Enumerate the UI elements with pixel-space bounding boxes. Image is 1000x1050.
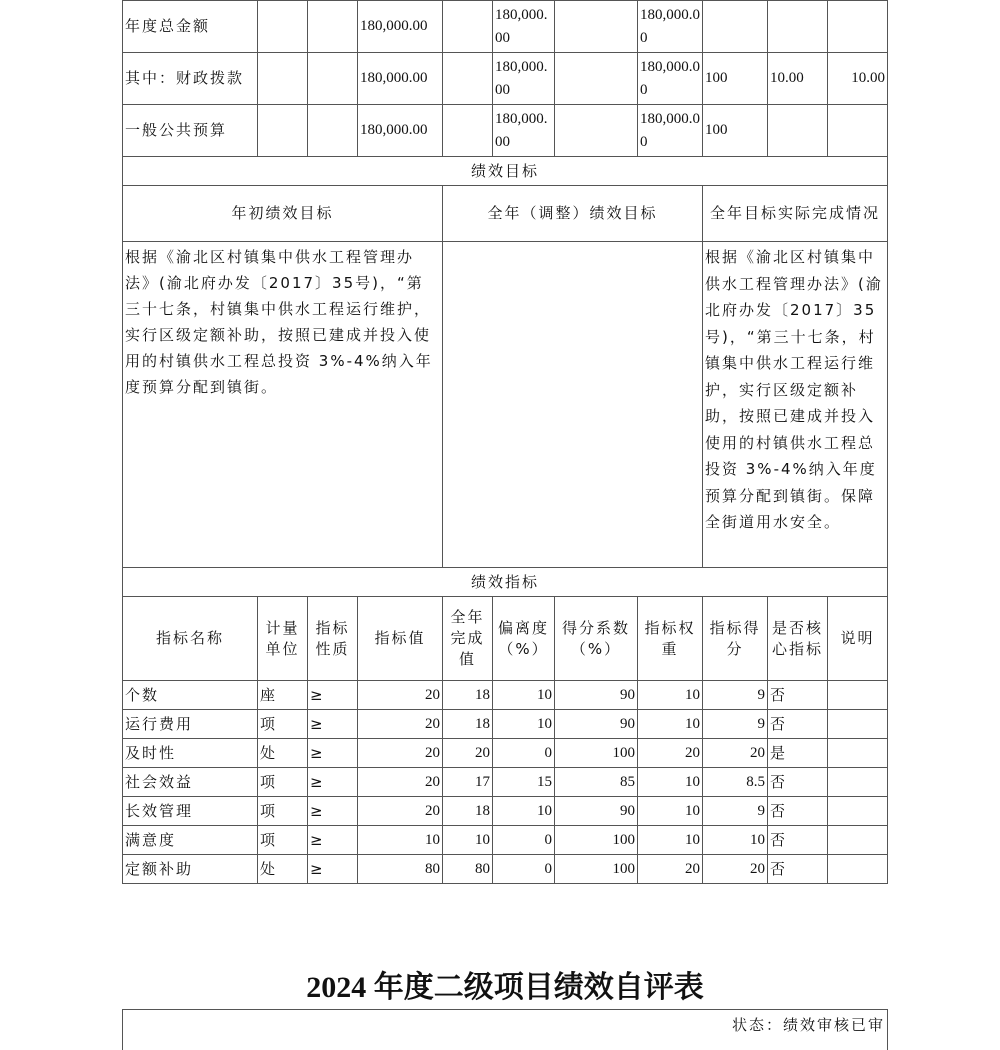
indicator-weight: 10 bbox=[638, 710, 703, 739]
funding-cell-c9 bbox=[768, 105, 828, 157]
indicator-score: 8.5 bbox=[703, 768, 768, 797]
indicator-note bbox=[828, 710, 888, 739]
funding-cell-c6 bbox=[555, 1, 638, 53]
next-form-title: 2024 年度二级项目绩效自评表 bbox=[306, 971, 704, 1004]
funding-label: 一般公共预算 bbox=[123, 105, 258, 157]
indicator-name: 长效管理 bbox=[123, 797, 258, 826]
indicator-actual: 18 bbox=[443, 681, 493, 710]
indicator-score: 20 bbox=[703, 739, 768, 768]
funding-cell-c10 bbox=[828, 1, 888, 53]
indicator-name: 社会效益 bbox=[123, 768, 258, 797]
indicator-core: 否 bbox=[768, 768, 828, 797]
funding-cell-c5: 180,000.00 bbox=[493, 105, 555, 157]
indicator-name: 个数 bbox=[123, 681, 258, 710]
funding-row bbox=[123, 53, 888, 105]
indicators-section-title: 绩效指标 bbox=[123, 568, 888, 597]
indicator-row bbox=[123, 768, 888, 797]
indicator-row bbox=[123, 681, 888, 710]
indicator-header-6: 得分系数（%） bbox=[555, 597, 638, 681]
initial-goal-header: 年初绩效目标 bbox=[123, 186, 443, 242]
indicator-note bbox=[828, 768, 888, 797]
indicator-coef: 100 bbox=[555, 826, 638, 855]
indicator-name: 定额补助 bbox=[123, 855, 258, 884]
indicator-header-10: 说明 bbox=[828, 597, 888, 681]
funding-cell-c6 bbox=[555, 53, 638, 105]
indicator-actual: 18 bbox=[443, 710, 493, 739]
indicator-score: 9 bbox=[703, 710, 768, 739]
goals-section bbox=[123, 157, 888, 568]
indicator-name: 运行费用 bbox=[123, 710, 258, 739]
funding-cell-c7: 180,000.00 bbox=[638, 105, 703, 157]
initial-goal-text: 根据《渝北区村镇集中供水工程管理办法》(渝北府办发〔2017〕35号)，“第三十七条，村镇集中供水工程运行维护，实行区级定额补助，按照已建成并投入使用的村镇供水工程总投资 3%-4%纳入年度预算分配到镇街。 bbox=[123, 242, 443, 568]
indicator-nature: ≥ bbox=[308, 768, 358, 797]
indicator-nature: ≥ bbox=[308, 739, 358, 768]
performance-table bbox=[122, 0, 888, 884]
funding-cell-c9: 10.00 bbox=[768, 53, 828, 105]
indicator-row bbox=[123, 826, 888, 855]
indicator-row bbox=[123, 855, 888, 884]
indicator-score: 20 bbox=[703, 855, 768, 884]
indicator-header-7: 指标权重 bbox=[638, 597, 703, 681]
funding-cell-c10 bbox=[828, 105, 888, 157]
funding-cell-c8 bbox=[703, 1, 768, 53]
indicator-row bbox=[123, 710, 888, 739]
actual-goal-header: 全年目标实际完成情况 bbox=[703, 186, 888, 242]
indicator-nature: ≥ bbox=[308, 681, 358, 710]
funding-row bbox=[123, 1, 888, 53]
indicator-target: 20 bbox=[358, 739, 443, 768]
indicator-weight: 10 bbox=[638, 797, 703, 826]
indicator-header-4: 全年完成值 bbox=[443, 597, 493, 681]
indicator-deviation: 10 bbox=[493, 797, 555, 826]
funding-label: 年度总金额 bbox=[123, 1, 258, 53]
actual-goal-text: 根据《渝北区村镇集中供水工程管理办法》(渝北府办发〔2017〕35号)，“第三十七条，村镇集中供水工程运行维护，实行区级定额补助，按照已建成并投入使用的村镇供水工程总投资 3%-4%纳入年度预算分配到镇街。保障全街道用水安全。 bbox=[703, 242, 888, 568]
indicator-deviation: 0 bbox=[493, 826, 555, 855]
status-text: 状态：绩效审核已审 bbox=[731, 1016, 885, 1034]
indicator-unit: 座 bbox=[258, 681, 308, 710]
indicator-coef: 85 bbox=[555, 768, 638, 797]
indicator-core: 否 bbox=[768, 855, 828, 884]
indicator-actual: 17 bbox=[443, 768, 493, 797]
indicator-unit: 项 bbox=[258, 710, 308, 739]
funding-label: 其中：财政拨款 bbox=[123, 53, 258, 105]
indicator-name: 满意度 bbox=[123, 826, 258, 855]
indicator-core: 否 bbox=[768, 797, 828, 826]
adjusted-goal-header: 全年（调整）绩效目标 bbox=[443, 186, 703, 242]
adjusted-goal-text bbox=[443, 242, 703, 568]
funding-cell-c2 bbox=[308, 53, 358, 105]
indicator-target: 20 bbox=[358, 681, 443, 710]
funding-section bbox=[123, 1, 888, 157]
funding-cell-c7: 180,000.00 bbox=[638, 1, 703, 53]
indicator-name: 及时性 bbox=[123, 739, 258, 768]
funding-cell-c3: 180,000.00 bbox=[358, 1, 443, 53]
indicator-coef: 100 bbox=[555, 739, 638, 768]
indicator-unit: 项 bbox=[258, 826, 308, 855]
funding-cell-c2 bbox=[308, 105, 358, 157]
funding-cell-c4 bbox=[443, 105, 493, 157]
funding-cell-c5: 180,000.00 bbox=[493, 1, 555, 53]
funding-cell-c5: 180,000.00 bbox=[493, 53, 555, 105]
indicator-actual: 20 bbox=[443, 739, 493, 768]
indicator-deviation: 10 bbox=[493, 681, 555, 710]
indicator-header-5: 偏离度（%） bbox=[493, 597, 555, 681]
indicator-unit: 处 bbox=[258, 739, 308, 768]
funding-cell-c3: 180,000.00 bbox=[358, 53, 443, 105]
indicator-core: 是 bbox=[768, 739, 828, 768]
indicator-core: 否 bbox=[768, 826, 828, 855]
indicator-unit: 处 bbox=[258, 855, 308, 884]
funding-cell-c8: 100 bbox=[703, 53, 768, 105]
funding-cell-c10: 10.00 bbox=[828, 53, 888, 105]
indicator-weight: 10 bbox=[638, 768, 703, 797]
funding-cell-c4 bbox=[443, 53, 493, 105]
funding-cell-c8: 100 bbox=[703, 105, 768, 157]
funding-cell-c9 bbox=[768, 1, 828, 53]
indicator-weight: 10 bbox=[638, 681, 703, 710]
indicator-header-0: 指标名称 bbox=[123, 597, 258, 681]
indicator-header-8: 指标得分 bbox=[703, 597, 768, 681]
indicator-score: 10 bbox=[703, 826, 768, 855]
indicator-core: 否 bbox=[768, 681, 828, 710]
funding-cell-c4 bbox=[443, 1, 493, 53]
indicator-note bbox=[828, 855, 888, 884]
funding-cell-c2 bbox=[308, 1, 358, 53]
indicator-header-1: 计量单位 bbox=[258, 597, 308, 681]
indicator-core: 否 bbox=[768, 710, 828, 739]
indicators-section bbox=[123, 568, 888, 681]
indicator-nature: ≥ bbox=[308, 855, 358, 884]
indicator-actual: 10 bbox=[443, 826, 493, 855]
indicator-weight: 20 bbox=[638, 855, 703, 884]
indicator-score: 9 bbox=[703, 797, 768, 826]
indicator-weight: 20 bbox=[638, 739, 703, 768]
indicator-note bbox=[828, 826, 888, 855]
indicator-header-2: 指标性质 bbox=[308, 597, 358, 681]
indicator-rows bbox=[123, 681, 888, 884]
indicator-target: 20 bbox=[358, 768, 443, 797]
indicator-header-3: 指标值 bbox=[358, 597, 443, 681]
funding-cell-c1 bbox=[258, 53, 308, 105]
indicator-note bbox=[828, 739, 888, 768]
indicator-coef: 100 bbox=[555, 855, 638, 884]
indicator-unit: 项 bbox=[258, 797, 308, 826]
indicator-row bbox=[123, 739, 888, 768]
indicator-deviation: 10 bbox=[493, 710, 555, 739]
goals-section-title: 绩效目标 bbox=[123, 157, 888, 186]
indicator-coef: 90 bbox=[555, 681, 638, 710]
indicator-actual: 18 bbox=[443, 797, 493, 826]
indicator-coef: 90 bbox=[555, 797, 638, 826]
indicator-target: 10 bbox=[358, 826, 443, 855]
indicator-deviation: 0 bbox=[493, 739, 555, 768]
funding-cell-c3: 180,000.00 bbox=[358, 105, 443, 157]
funding-cell-c1 bbox=[258, 1, 308, 53]
indicator-target: 20 bbox=[358, 710, 443, 739]
indicator-note bbox=[828, 797, 888, 826]
indicator-deviation: 15 bbox=[493, 768, 555, 797]
indicator-nature: ≥ bbox=[308, 826, 358, 855]
indicator-weight: 10 bbox=[638, 826, 703, 855]
funding-row bbox=[123, 105, 888, 157]
indicator-target: 80 bbox=[358, 855, 443, 884]
indicator-nature: ≥ bbox=[308, 797, 358, 826]
indicator-unit: 项 bbox=[258, 768, 308, 797]
indicator-deviation: 0 bbox=[493, 855, 555, 884]
funding-cell-c1 bbox=[258, 105, 308, 157]
indicator-coef: 90 bbox=[555, 710, 638, 739]
indicator-actual: 80 bbox=[443, 855, 493, 884]
indicator-target: 20 bbox=[358, 797, 443, 826]
indicator-nature: ≥ bbox=[308, 710, 358, 739]
indicator-row bbox=[123, 797, 888, 826]
indicator-score: 9 bbox=[703, 681, 768, 710]
funding-cell-c7: 180,000.00 bbox=[638, 53, 703, 105]
indicator-header-9: 是否核心指标 bbox=[768, 597, 828, 681]
funding-cell-c6 bbox=[555, 105, 638, 157]
indicator-note bbox=[828, 681, 888, 710]
status-bar bbox=[122, 1009, 888, 1050]
